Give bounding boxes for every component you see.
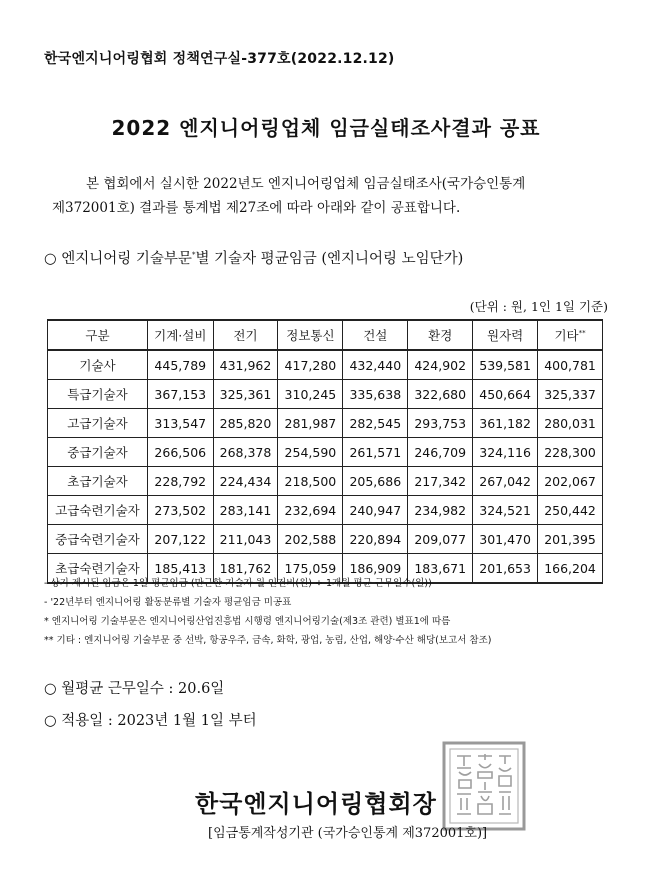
table-cell: 432,440 xyxy=(343,350,408,380)
table-cell: 450,664 xyxy=(473,380,538,409)
table-row xyxy=(48,496,603,525)
table-header-cell-other xyxy=(538,320,603,350)
table-row xyxy=(48,380,603,409)
table-cell: 232,694 xyxy=(278,496,343,525)
header-other-sup: ** xyxy=(578,328,586,337)
table-cell: 301,470 xyxy=(473,525,538,554)
table-header-cell: 건설 xyxy=(343,320,408,350)
table-cell: 186,909 xyxy=(343,554,408,584)
table-cell: 539,581 xyxy=(473,350,538,380)
table-cell: 228,792 xyxy=(148,467,214,496)
table-cell: 207,122 xyxy=(148,525,214,554)
table-row xyxy=(48,438,603,467)
table-cell: 175,059 xyxy=(278,554,343,584)
page-title: 2022 엔지니어링업체 임금실태조사결과 공표 xyxy=(111,116,541,140)
footnote: - 상기 제시된 임금은 1일 평균임금 (만근한 기술자 월 인건비(원) ÷ 1개월 평균 근무일수(일)) xyxy=(44,578,432,589)
table-row xyxy=(48,525,603,554)
unit-label: (단위 : 원, 1인 1일 기준) xyxy=(469,299,608,314)
table-header-cell: 원자력 xyxy=(473,320,538,350)
table-cell: 261,571 xyxy=(343,438,408,467)
table-cell: 240,947 xyxy=(343,496,408,525)
table-cell: 217,342 xyxy=(408,467,473,496)
table-cell: 201,395 xyxy=(538,525,603,554)
table-cell: 322,680 xyxy=(408,380,473,409)
row-label: 중급기술자 xyxy=(48,438,148,467)
table-cell: 205,686 xyxy=(343,467,408,496)
table-cell: 234,982 xyxy=(408,496,473,525)
footnotes xyxy=(44,574,491,650)
table-cell: 202,588 xyxy=(278,525,343,554)
table-cell: 367,153 xyxy=(148,380,214,409)
table-cell: 224,434 xyxy=(213,467,278,496)
organization-subtitle: [임금통계작성기관 (국가승인통계 제372001호)] xyxy=(208,826,488,841)
organization-name: 한국엔지니어링협회장 xyxy=(195,789,437,818)
effective-date: ○ 적용일 : 2023년 1월 1일 부터 xyxy=(44,713,257,729)
row-label: 중급숙련기술자 xyxy=(48,525,148,554)
table-cell: 166,204 xyxy=(538,554,603,584)
intro-line-1: 본 협회에서 실시한 2022년도 엔지니어링업체 임금실태조사(국가승인통계 xyxy=(86,176,526,192)
table-cell: 211,043 xyxy=(213,525,278,554)
official-seal-stamp xyxy=(441,740,527,832)
intro-paragraph xyxy=(52,172,612,220)
table-cell: 324,521 xyxy=(473,496,538,525)
wage-table xyxy=(47,319,603,584)
table-cell: 417,280 xyxy=(278,350,343,380)
table-cell: 201,653 xyxy=(473,554,538,584)
row-label: 고급기술자 xyxy=(48,409,148,438)
footnote: * 엔지니어링 기술부문은 엔지니어링산업진흥법 시행령 엔지니어링기술(제3조 관련) 별표1에 따름 xyxy=(44,616,451,627)
row-label: 초급기술자 xyxy=(48,467,148,496)
table-header-cell: 기계·설비 xyxy=(148,320,214,350)
seal-glyphs xyxy=(457,754,511,814)
section-text-a: 엔지니어링 기술부문 xyxy=(61,251,192,267)
intro-line-2: 제372001호) 결과를 통계법 제27조에 따라 아래와 같이 공표합니다. xyxy=(52,200,461,216)
row-label: 초급숙련기술자 xyxy=(48,554,148,584)
table-cell: 185,413 xyxy=(148,554,214,584)
table-cell: 325,337 xyxy=(538,380,603,409)
table-cell: 281,987 xyxy=(278,409,343,438)
table-header-cell: 정보통신 xyxy=(278,320,343,350)
section-star: * xyxy=(191,251,196,260)
table-cell: 267,042 xyxy=(473,467,538,496)
table-cell: 325,361 xyxy=(213,380,278,409)
table-cell: 273,502 xyxy=(148,496,214,525)
table-cell: 228,300 xyxy=(538,438,603,467)
table-cell: 293,753 xyxy=(408,409,473,438)
table-cell: 335,638 xyxy=(343,380,408,409)
table-row xyxy=(48,409,603,438)
table-cell: 209,077 xyxy=(408,525,473,554)
row-label: 기술사 xyxy=(48,350,148,380)
table-cell: 246,709 xyxy=(408,438,473,467)
table-cell: 218,500 xyxy=(278,467,343,496)
document-header: 한국엔지니어링협회 정책연구실-377호(2022.12.12) xyxy=(44,51,395,67)
section-bullet: ○ xyxy=(44,251,57,267)
footnote: - '22년부터 엔지니어링 활동분류별 기술자 평균임금 미공표 xyxy=(44,597,292,608)
monthly-workdays: ○ 월평균 근무일수 : 20.6일 xyxy=(44,681,225,697)
table-row xyxy=(48,350,603,380)
table-header-row xyxy=(48,320,603,350)
table-cell: 282,545 xyxy=(343,409,408,438)
table-cell: 361,182 xyxy=(473,409,538,438)
table-header-cell: 환경 xyxy=(408,320,473,350)
table-cell: 445,789 xyxy=(148,350,214,380)
table-cell: 283,141 xyxy=(213,496,278,525)
section-text-b: 별 기술자 평균임금 (엔지니어링 노임단가) xyxy=(195,251,464,267)
table-cell: 313,547 xyxy=(148,409,214,438)
table-cell: 202,067 xyxy=(538,467,603,496)
table-cell: 181,762 xyxy=(213,554,278,584)
row-label: 고급숙련기술자 xyxy=(48,496,148,525)
table-cell: 310,245 xyxy=(278,380,343,409)
table-cell: 424,902 xyxy=(408,350,473,380)
table-header-cell: 전기 xyxy=(213,320,278,350)
row-label: 특급기술자 xyxy=(48,380,148,409)
table-cell: 400,781 xyxy=(538,350,603,380)
table-cell: 266,506 xyxy=(148,438,214,467)
table-cell: 268,378 xyxy=(213,438,278,467)
table-cell: 183,671 xyxy=(408,554,473,584)
table-cell: 280,031 xyxy=(538,409,603,438)
table-header-cell: 구분 xyxy=(48,320,148,350)
section-heading xyxy=(44,247,463,268)
table-cell: 250,442 xyxy=(538,496,603,525)
header-other-label: 기타 xyxy=(554,328,579,343)
table-cell: 220,894 xyxy=(343,525,408,554)
footnote: ** 기타 : 엔지니어링 기술부문 중 선박, 항공우주, 금속, 화학, 광업, 농림, 산업, 해양·수산 해당(보고서 참조) xyxy=(44,635,492,646)
table-cell: 285,820 xyxy=(213,409,278,438)
table-row xyxy=(48,467,603,496)
table-cell: 431,962 xyxy=(213,350,278,380)
table-cell: 254,590 xyxy=(278,438,343,467)
table-cell: 324,116 xyxy=(473,438,538,467)
